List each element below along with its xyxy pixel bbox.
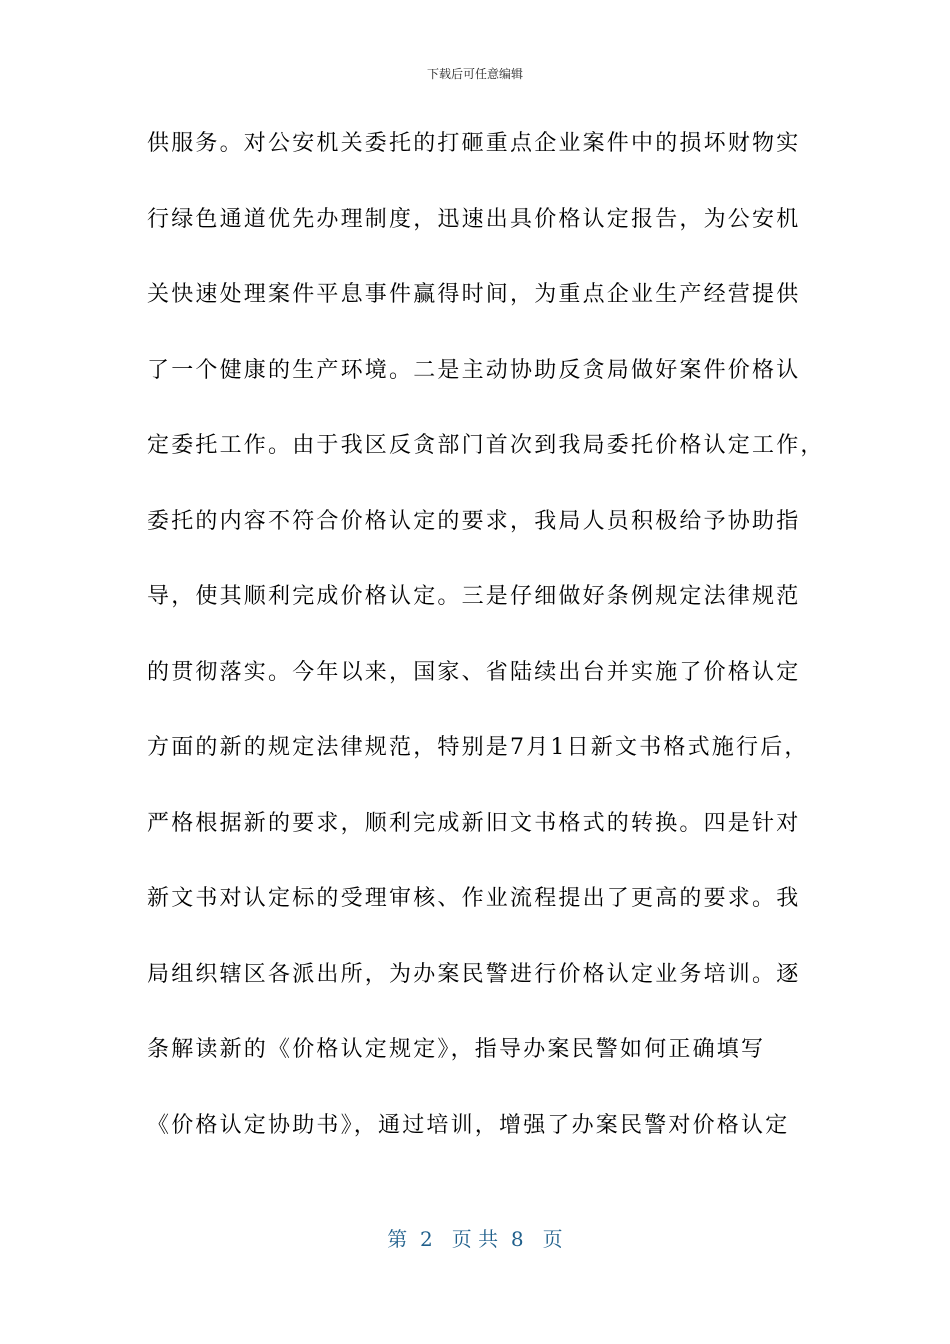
body-line: 《价格认定协助书》，通过培训，增强了办案民警对价格认定 (147, 1112, 790, 1138)
body-line: 了一个健康的生产环境。二是主动协助反贪局做好案件价格认 (147, 357, 801, 383)
body-line: 关快速处理案件平息事件赢得时间，为重点企业生产经营提供 (147, 282, 801, 307)
body-line: 方面的新的规定法律规范，特别是7月1日新文书格式施行后， (147, 735, 809, 760)
body-line: 的贯彻落实。今年以来，国家、省陆续出台并实施了价格认定 (147, 659, 801, 685)
body-line: 新文书对认定标的受理审核、作业流程提出了更高的要求。我 (147, 886, 801, 911)
body-line: 导，使其顺利完成价格认定。三是仔细做好条例规定法律规范 (147, 584, 801, 609)
body-line: 局组织辖区各派出所，为办案民警进行价格认定业务培训。逐 (147, 961, 801, 987)
body-line: 定委托工作。由于我区反贪部门首次到我局委托价格认定工作， (147, 433, 825, 458)
body-line: 严格根据新的要求，顺利完成新旧文书格式的转换。四是针对 (147, 810, 801, 836)
body-line: 供服务。对公安机关委托的打砸重点企业案件中的损坏财物实 (147, 131, 801, 156)
page-header: 下载后可任意编辑 (426, 67, 523, 81)
page-number-footer: 第 2 页 共 8 页 (387, 1227, 563, 1251)
body-line: 委托的内容不符合价格认定的要求，我局人员积极给予协助指 (147, 508, 801, 534)
body-line: 条解读新的《价格认定规定》，指导办案民警如何正确填写 (147, 1037, 766, 1062)
document-body (147, 120, 825, 1177)
body-line: 行绿色通道优先办理制度，迅速出具价格认定报告，为公安机 (147, 206, 801, 232)
